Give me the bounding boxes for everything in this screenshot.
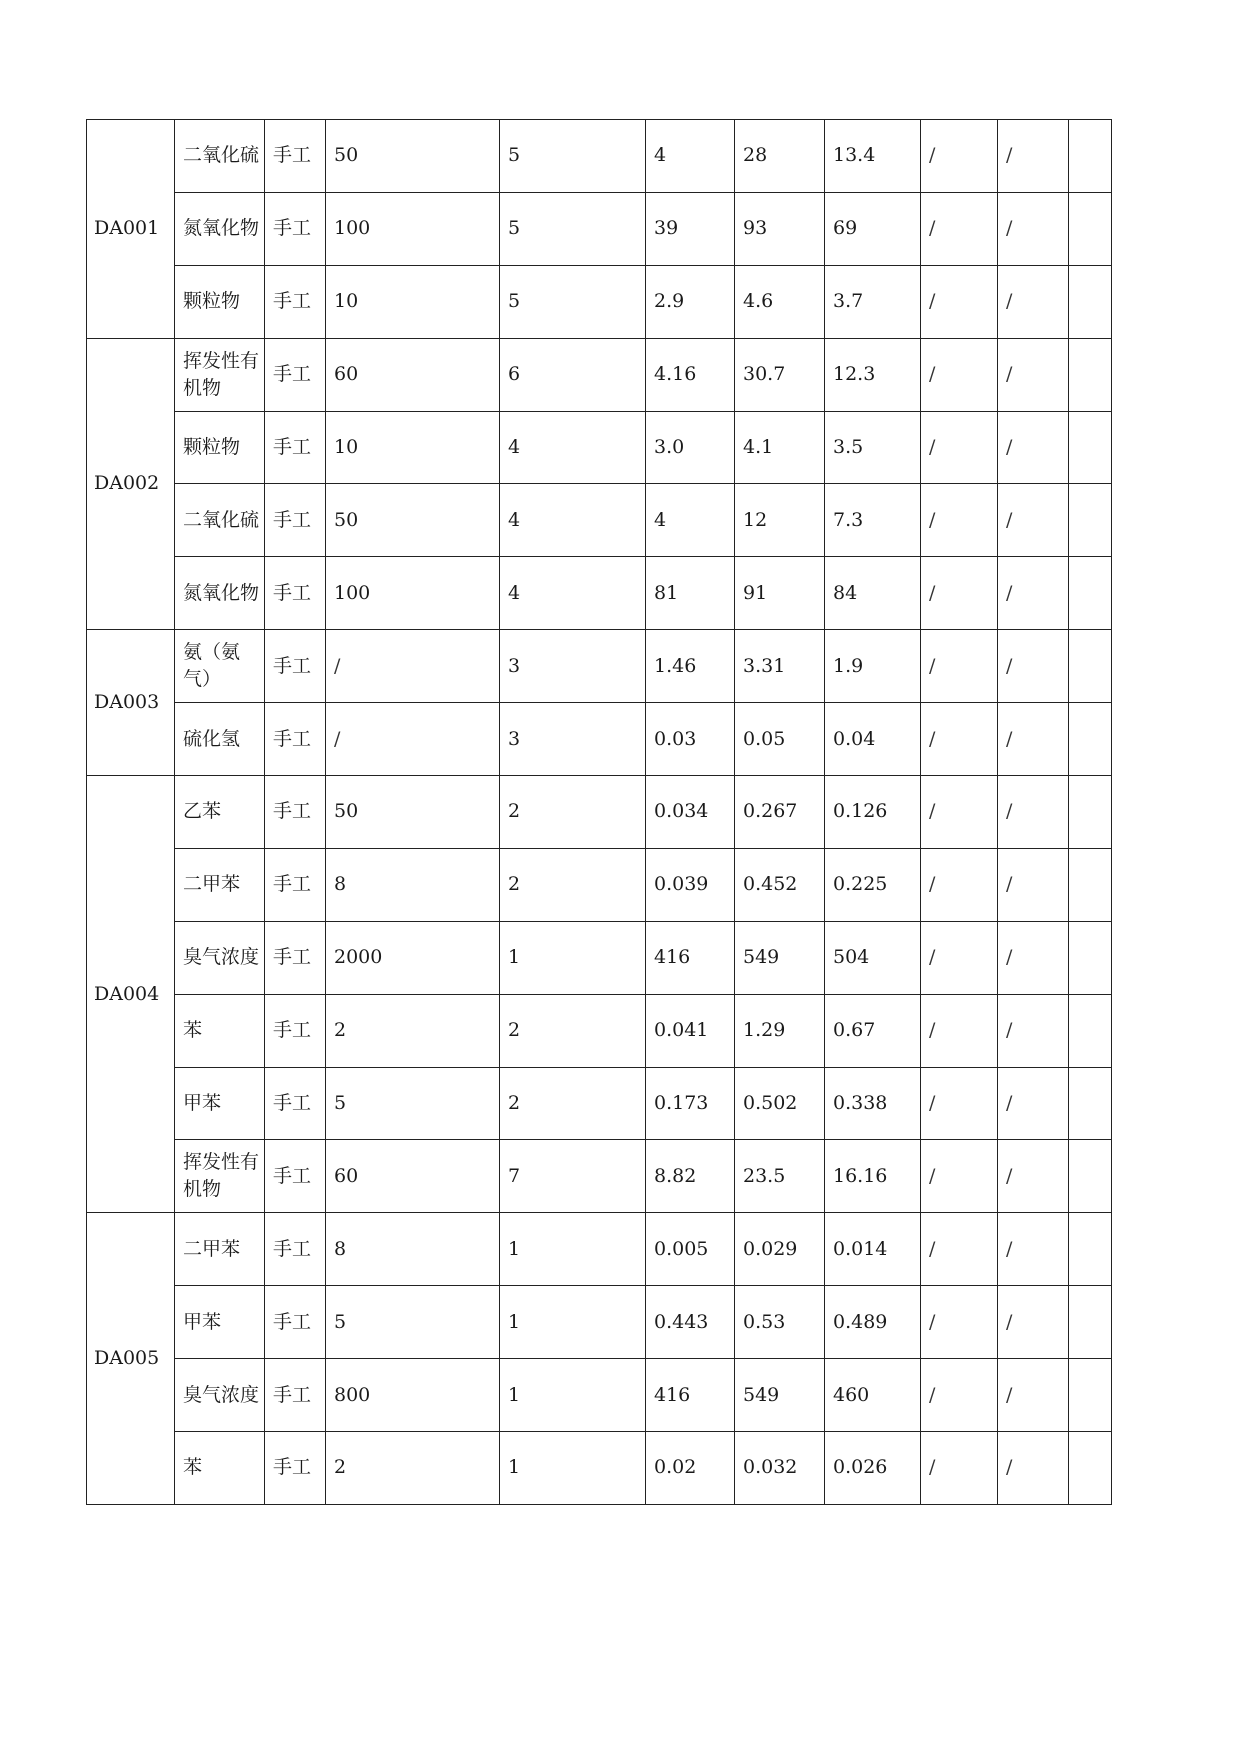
method-cell: 手工 xyxy=(265,1432,326,1505)
min-value-cell: 1.46 xyxy=(646,630,735,703)
column-10-cell xyxy=(1069,411,1112,484)
column-8-cell: / xyxy=(921,192,998,265)
method-cell: 手工 xyxy=(265,994,326,1067)
limit-cell: 5 xyxy=(326,1286,500,1359)
column-9-cell: / xyxy=(998,120,1069,193)
column-10-cell xyxy=(1069,1067,1112,1140)
min-value-cell: 2.9 xyxy=(646,265,735,338)
pollutant-cell: 挥发性有机物 xyxy=(175,1140,265,1213)
column-9-cell: / xyxy=(998,1286,1069,1359)
min-value-cell: 8.82 xyxy=(646,1140,735,1213)
table-body xyxy=(87,120,1112,1505)
count-cell: 2 xyxy=(500,994,646,1067)
table-row xyxy=(87,1213,1112,1286)
column-9-cell: / xyxy=(998,994,1069,1067)
pollutant-cell: 臭气浓度 xyxy=(175,921,265,994)
max-value-cell: 0.502 xyxy=(735,1067,825,1140)
avg-value-cell: 84 xyxy=(825,557,921,630)
table-row xyxy=(87,921,1112,994)
pollutant-cell: 苯 xyxy=(175,1432,265,1505)
method-cell: 手工 xyxy=(265,921,326,994)
limit-cell: 50 xyxy=(326,776,500,849)
min-value-cell: 0.443 xyxy=(646,1286,735,1359)
avg-value-cell: 0.489 xyxy=(825,1286,921,1359)
avg-value-cell: 0.026 xyxy=(825,1432,921,1505)
pollutant-cell: 挥发性有机物 xyxy=(175,338,265,411)
column-9-cell: / xyxy=(998,484,1069,557)
count-cell: 5 xyxy=(500,192,646,265)
max-value-cell: 0.05 xyxy=(735,703,825,776)
column-8-cell: / xyxy=(921,776,998,849)
column-9-cell: / xyxy=(998,557,1069,630)
pollutant-cell: 硫化氢 xyxy=(175,703,265,776)
limit-cell: / xyxy=(326,630,500,703)
column-8-cell: / xyxy=(921,1213,998,1286)
count-cell: 1 xyxy=(500,1359,646,1432)
limit-cell: 50 xyxy=(326,120,500,193)
min-value-cell: 0.039 xyxy=(646,848,735,921)
avg-value-cell: 69 xyxy=(825,192,921,265)
column-9-cell: / xyxy=(998,848,1069,921)
column-9-cell: / xyxy=(998,1432,1069,1505)
pollutant-cell: 二氧化硫 xyxy=(175,120,265,193)
count-cell: 1 xyxy=(500,1213,646,1286)
max-value-cell: 0.029 xyxy=(735,1213,825,1286)
column-8-cell: / xyxy=(921,630,998,703)
column-9-cell: / xyxy=(998,703,1069,776)
min-value-cell: 416 xyxy=(646,1359,735,1432)
count-cell: 2 xyxy=(500,848,646,921)
max-value-cell: 93 xyxy=(735,192,825,265)
column-8-cell: / xyxy=(921,703,998,776)
max-value-cell: 23.5 xyxy=(735,1140,825,1213)
table-row xyxy=(87,557,1112,630)
table-row xyxy=(87,411,1112,484)
avg-value-cell: 3.5 xyxy=(825,411,921,484)
avg-value-cell: 3.7 xyxy=(825,265,921,338)
max-value-cell: 28 xyxy=(735,120,825,193)
min-value-cell: 4.16 xyxy=(646,338,735,411)
pollutant-cell: 二甲苯 xyxy=(175,1213,265,1286)
avg-value-cell: 460 xyxy=(825,1359,921,1432)
column-10-cell xyxy=(1069,1359,1112,1432)
table-row xyxy=(87,1432,1112,1505)
limit-cell: 10 xyxy=(326,411,500,484)
column-8-cell: / xyxy=(921,557,998,630)
max-value-cell: 4.6 xyxy=(735,265,825,338)
pollutant-cell: 氮氧化物 xyxy=(175,557,265,630)
count-cell: 4 xyxy=(500,411,646,484)
method-cell: 手工 xyxy=(265,338,326,411)
table-row xyxy=(87,1286,1112,1359)
column-10-cell xyxy=(1069,120,1112,193)
pollutant-cell: 颗粒物 xyxy=(175,265,265,338)
method-cell: 手工 xyxy=(265,630,326,703)
max-value-cell: 549 xyxy=(735,1359,825,1432)
pollutant-cell: 甲苯 xyxy=(175,1067,265,1140)
min-value-cell: 39 xyxy=(646,192,735,265)
column-9-cell: / xyxy=(998,921,1069,994)
column-8-cell: / xyxy=(921,411,998,484)
avg-value-cell: 1.9 xyxy=(825,630,921,703)
limit-cell: 8 xyxy=(326,848,500,921)
column-9-cell: / xyxy=(998,776,1069,849)
column-10-cell xyxy=(1069,192,1112,265)
count-cell: 3 xyxy=(500,630,646,703)
max-value-cell: 0.032 xyxy=(735,1432,825,1505)
avg-value-cell: 12.3 xyxy=(825,338,921,411)
table-row xyxy=(87,192,1112,265)
column-10-cell xyxy=(1069,557,1112,630)
column-8-cell: / xyxy=(921,921,998,994)
outlet-id-cell: DA005 xyxy=(87,1213,175,1505)
table-row xyxy=(87,994,1112,1067)
count-cell: 4 xyxy=(500,557,646,630)
method-cell: 手工 xyxy=(265,557,326,630)
limit-cell: 2000 xyxy=(326,921,500,994)
method-cell: 手工 xyxy=(265,1359,326,1432)
column-8-cell: / xyxy=(921,1140,998,1213)
table-row xyxy=(87,630,1112,703)
column-9-cell: / xyxy=(998,1140,1069,1213)
pollutant-cell: 甲苯 xyxy=(175,1286,265,1359)
column-10-cell xyxy=(1069,1140,1112,1213)
table-row xyxy=(87,338,1112,411)
outlet-id-cell: DA002 xyxy=(87,338,175,630)
method-cell: 手工 xyxy=(265,411,326,484)
method-cell: 手工 xyxy=(265,1140,326,1213)
min-value-cell: 3.0 xyxy=(646,411,735,484)
count-cell: 6 xyxy=(500,338,646,411)
column-9-cell: / xyxy=(998,265,1069,338)
column-10-cell xyxy=(1069,1286,1112,1359)
table-row xyxy=(87,265,1112,338)
min-value-cell: 0.041 xyxy=(646,994,735,1067)
method-cell: 手工 xyxy=(265,1213,326,1286)
pollutant-cell: 氨（氨气） xyxy=(175,630,265,703)
max-value-cell: 0.267 xyxy=(735,776,825,849)
pollutant-cell: 臭气浓度 xyxy=(175,1359,265,1432)
column-10-cell xyxy=(1069,1432,1112,1505)
pollutant-cell: 乙苯 xyxy=(175,776,265,849)
column-8-cell: / xyxy=(921,1432,998,1505)
min-value-cell: 4 xyxy=(646,120,735,193)
table-row xyxy=(87,1067,1112,1140)
column-10-cell xyxy=(1069,265,1112,338)
column-8-cell: / xyxy=(921,120,998,193)
avg-value-cell: 0.225 xyxy=(825,848,921,921)
column-9-cell: / xyxy=(998,630,1069,703)
limit-cell: 5 xyxy=(326,1067,500,1140)
count-cell: 1 xyxy=(500,1432,646,1505)
min-value-cell: 0.173 xyxy=(646,1067,735,1140)
column-9-cell: / xyxy=(998,411,1069,484)
column-10-cell xyxy=(1069,630,1112,703)
outlet-id-cell: DA001 xyxy=(87,120,175,339)
count-cell: 2 xyxy=(500,1067,646,1140)
min-value-cell: 0.03 xyxy=(646,703,735,776)
max-value-cell: 12 xyxy=(735,484,825,557)
avg-value-cell: 16.16 xyxy=(825,1140,921,1213)
column-10-cell xyxy=(1069,338,1112,411)
max-value-cell: 0.53 xyxy=(735,1286,825,1359)
outlet-id-cell: DA004 xyxy=(87,776,175,1213)
pollutant-cell: 二氧化硫 xyxy=(175,484,265,557)
column-10-cell xyxy=(1069,776,1112,849)
count-cell: 5 xyxy=(500,120,646,193)
avg-value-cell: 504 xyxy=(825,921,921,994)
count-cell: 4 xyxy=(500,484,646,557)
limit-cell: 100 xyxy=(326,557,500,630)
limit-cell: 60 xyxy=(326,338,500,411)
column-9-cell: / xyxy=(998,1213,1069,1286)
count-cell: 7 xyxy=(500,1140,646,1213)
min-value-cell: 416 xyxy=(646,921,735,994)
column-10-cell xyxy=(1069,703,1112,776)
min-value-cell: 0.005 xyxy=(646,1213,735,1286)
pollutant-cell: 颗粒物 xyxy=(175,411,265,484)
min-value-cell: 0.02 xyxy=(646,1432,735,1505)
table-row xyxy=(87,120,1112,193)
avg-value-cell: 0.126 xyxy=(825,776,921,849)
column-8-cell: / xyxy=(921,484,998,557)
limit-cell: 2 xyxy=(326,994,500,1067)
column-8-cell: / xyxy=(921,1286,998,1359)
method-cell: 手工 xyxy=(265,265,326,338)
avg-value-cell: 7.3 xyxy=(825,484,921,557)
outlet-id-cell: DA003 xyxy=(87,630,175,776)
method-cell: 手工 xyxy=(265,1286,326,1359)
limit-cell: 50 xyxy=(326,484,500,557)
pollutant-cell: 苯 xyxy=(175,994,265,1067)
column-10-cell xyxy=(1069,848,1112,921)
min-value-cell: 0.034 xyxy=(646,776,735,849)
limit-cell: 10 xyxy=(326,265,500,338)
method-cell: 手工 xyxy=(265,848,326,921)
count-cell: 2 xyxy=(500,776,646,849)
avg-value-cell: 0.04 xyxy=(825,703,921,776)
avg-value-cell: 0.338 xyxy=(825,1067,921,1140)
column-9-cell: / xyxy=(998,192,1069,265)
pollutant-cell: 氮氧化物 xyxy=(175,192,265,265)
table-row xyxy=(87,484,1112,557)
max-value-cell: 91 xyxy=(735,557,825,630)
avg-value-cell: 0.014 xyxy=(825,1213,921,1286)
table-row xyxy=(87,848,1112,921)
column-9-cell: / xyxy=(998,1359,1069,1432)
max-value-cell: 4.1 xyxy=(735,411,825,484)
max-value-cell: 3.31 xyxy=(735,630,825,703)
table-row xyxy=(87,1140,1112,1213)
method-cell: 手工 xyxy=(265,484,326,557)
table-row xyxy=(87,1359,1112,1432)
limit-cell: 2 xyxy=(326,1432,500,1505)
column-10-cell xyxy=(1069,921,1112,994)
column-9-cell: / xyxy=(998,338,1069,411)
count-cell: 1 xyxy=(500,921,646,994)
limit-cell: 800 xyxy=(326,1359,500,1432)
limit-cell: 8 xyxy=(326,1213,500,1286)
method-cell: 手工 xyxy=(265,192,326,265)
method-cell: 手工 xyxy=(265,776,326,849)
table-row xyxy=(87,776,1112,849)
column-9-cell: / xyxy=(998,1067,1069,1140)
column-8-cell: / xyxy=(921,1359,998,1432)
limit-cell: 60 xyxy=(326,1140,500,1213)
column-8-cell: / xyxy=(921,848,998,921)
method-cell: 手工 xyxy=(265,120,326,193)
max-value-cell: 0.452 xyxy=(735,848,825,921)
count-cell: 1 xyxy=(500,1286,646,1359)
avg-value-cell: 13.4 xyxy=(825,120,921,193)
max-value-cell: 549 xyxy=(735,921,825,994)
column-8-cell: / xyxy=(921,994,998,1067)
limit-cell: 100 xyxy=(326,192,500,265)
count-cell: 3 xyxy=(500,703,646,776)
min-value-cell: 81 xyxy=(646,557,735,630)
column-8-cell: / xyxy=(921,265,998,338)
method-cell: 手工 xyxy=(265,703,326,776)
table-row xyxy=(87,703,1112,776)
limit-cell: / xyxy=(326,703,500,776)
emissions-monitoring-table xyxy=(86,119,1112,1505)
count-cell: 5 xyxy=(500,265,646,338)
max-value-cell: 1.29 xyxy=(735,994,825,1067)
max-value-cell: 30.7 xyxy=(735,338,825,411)
pollutant-cell: 二甲苯 xyxy=(175,848,265,921)
column-10-cell xyxy=(1069,484,1112,557)
min-value-cell: 4 xyxy=(646,484,735,557)
column-10-cell xyxy=(1069,1213,1112,1286)
method-cell: 手工 xyxy=(265,1067,326,1140)
column-8-cell: / xyxy=(921,1067,998,1140)
avg-value-cell: 0.67 xyxy=(825,994,921,1067)
column-10-cell xyxy=(1069,994,1112,1067)
column-8-cell: / xyxy=(921,338,998,411)
